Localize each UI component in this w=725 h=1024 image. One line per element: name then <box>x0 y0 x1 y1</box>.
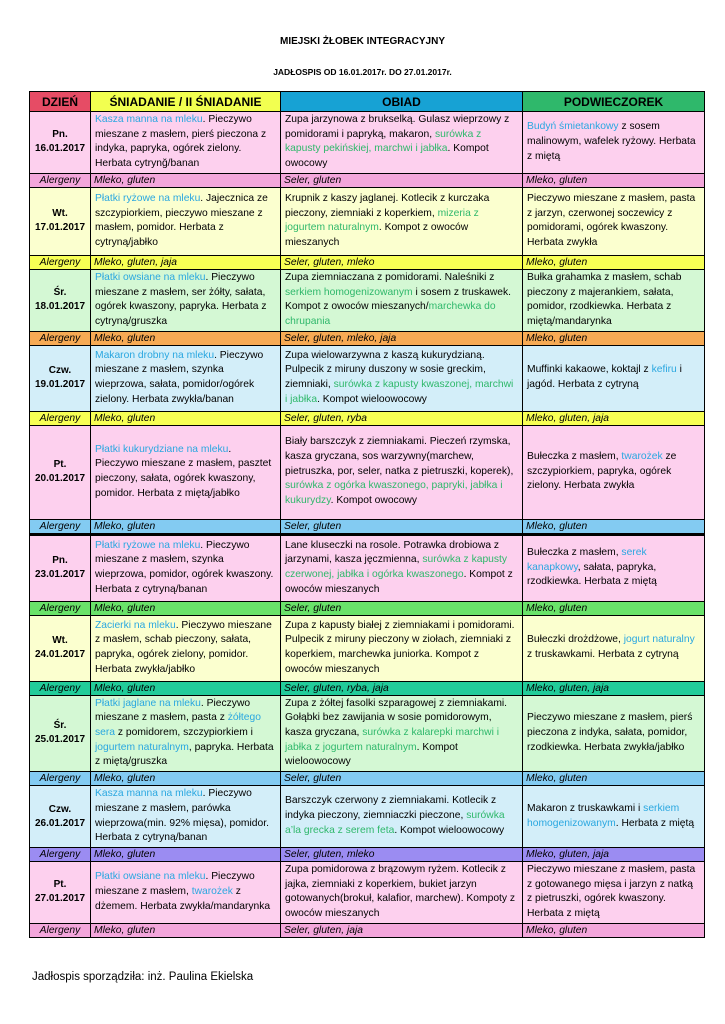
allergen-value: Mleko, gluten <box>91 923 281 937</box>
breakfast-text: z dżemem. Herbata zwykła/mandarynka <box>95 886 271 912</box>
day-name: Pn. <box>52 555 68 567</box>
snack-cell <box>523 534 705 601</box>
allergen-value: Mleko, gluten <box>91 601 281 615</box>
snack-cell <box>523 269 705 331</box>
breakfast-cell <box>91 345 281 411</box>
allergen-value: Mleko, gluten <box>91 772 281 786</box>
day-name: Pt. <box>53 879 67 891</box>
breakfast-text: . Pieczywo mieszane z masłem, szynka wieprzowa, pomidor, ogórek kwaszony. Herbata z cytryną/banan <box>95 539 274 595</box>
snack-cell <box>523 615 705 681</box>
day-date: 27.01.2017 <box>34 893 86 905</box>
dinner-text: i sosem z truskawek. Kompot z owoców mieszanych/ <box>285 286 512 313</box>
snack-cell <box>523 861 705 923</box>
day-name: Wt. <box>52 208 68 220</box>
breakfast-text: . Pieczywo mieszane z masłem, pasta z <box>95 697 251 724</box>
day-name: Czw. <box>48 803 72 815</box>
breakfast-text: . Pieczywo mieszane z masłem, pasztet pieczony, sałata, ogórek kwaszony, pomidor. Herbata z miętą/jabłko <box>95 443 272 499</box>
breakfast-text: . Pieczywo mieszane z masłem, ser żółty, sałata, ogórek kwaszony, papryka. Herbata z cytryną/gruszka <box>95 271 267 327</box>
snack-text: Budyń śmietankowy <box>527 121 619 133</box>
allergen-value: Mleko, gluten, jaja <box>91 255 281 269</box>
snack-text: Bułka grahamka z masłem, schab pieczony z majerankiem, sałata, pomidor, rzodkiewka. Herbata z miętą/mandarynka <box>527 271 682 327</box>
dinner-text: surówka z ogórka kwaszonego, papryki, jabłka i kukurydzy <box>285 480 503 507</box>
dinner-text: Krupnik z kaszy jaglanej. Kotlecik z kurczaka pieczony, ziemniaki z koperkiem, <box>285 192 490 219</box>
breakfast-text: Płatki owsiane na mleku <box>95 271 206 283</box>
snack-text: Muffinki kakaowe, koktajl z <box>527 364 652 376</box>
breakfast-text: Płatki ryżowe na mleku <box>95 539 201 551</box>
allergen-label: Alergeny <box>30 519 91 534</box>
snack-text: Bułeczka z masłem, <box>527 451 622 463</box>
day-row <box>30 269 705 331</box>
allergen-value: Mleko, gluten, jaja <box>523 847 705 861</box>
allergen-value: Mleko, gluten <box>523 173 705 187</box>
dinner-text: serkiem homogenizowanym <box>285 286 413 298</box>
day-row <box>30 425 705 519</box>
dinner-cell <box>281 615 523 681</box>
dinner-text: Zupa pomidorowa z brązowym ryżem. Kotlecik z jajka, ziemniaki z koperkiem, bukiet jarzyn gotowanych(brokuł, kalafior, marchew). Kompoty z owoców mieszanych <box>285 863 516 920</box>
allergen-row <box>30 847 705 861</box>
dinner-text: . Kompot wieloowocowy <box>285 741 458 768</box>
snack-text: serkiem homogenizowanym <box>527 802 680 829</box>
breakfast-text: twarożek <box>191 886 233 897</box>
allergen-label: Alergeny <box>30 681 91 695</box>
allergen-label: Alergeny <box>30 847 91 861</box>
allergen-label: Alergeny <box>30 331 91 345</box>
day-date: 19.01.2017 <box>34 379 86 391</box>
breakfast-text: Kasza manna na mleku <box>95 788 203 800</box>
day-cell <box>30 615 91 681</box>
day-cell <box>30 269 91 331</box>
menu-table <box>29 91 705 938</box>
breakfast-text: . Jajecznica ze szczypiorkiem, pieczywo mieszane z masłem, pomidor. Herbata z cytryną/jabłko <box>95 192 268 249</box>
dinner-text: Zupa z żółtej fasolki szparagowej z ziemniakami. Gołąbki bez zawijania w sosie pomidorowym, kasza gryczana, <box>285 697 508 739</box>
day-name: Wt. <box>52 635 68 647</box>
day-date: 20.01.2017 <box>34 473 86 485</box>
dinner-cell <box>281 269 523 331</box>
breakfast-cell <box>91 269 281 331</box>
breakfast-text: . Pieczywo mieszane z masłem, schab pieczony, sałata, papryka, ogórek zielony, pomidor. Herbata zwykła/jabłko <box>95 619 272 675</box>
dinner-cell <box>281 786 523 848</box>
snack-text: Makaron z truskawkami i <box>527 802 644 814</box>
allergen-value: Mleko, gluten <box>91 173 281 187</box>
dinner-text: Biały barszczyk z ziemniakami. Pieczeń rzymska, kasza gryczana, sos warzywny(marchew, pietruszka, por, seler, natka z pietruszki, koperek), <box>285 436 514 477</box>
allergen-value: Mleko, gluten <box>91 519 281 534</box>
dinner-text: marchewka do chrupania <box>285 301 496 327</box>
allergen-value: Mleko, gluten, jaja <box>523 681 705 695</box>
breakfast-text: jogurtem naturalnym <box>95 741 189 753</box>
day-name: Pt. <box>53 459 67 471</box>
header-row <box>30 92 705 112</box>
allergen-label: Alergeny <box>30 923 91 937</box>
snack-text: ze szczypiorkiem, papryka, ogórek zielony. Herbata zwykła <box>527 451 677 492</box>
snack-text: . Herbata z miętą <box>615 817 695 829</box>
dinner-text: surówka a’la grecka z serem feta <box>285 810 505 836</box>
allergen-row <box>30 681 705 695</box>
day-cell <box>30 187 91 255</box>
day-cell <box>30 425 91 519</box>
snack-text: kefiru <box>651 364 677 376</box>
breakfast-text: Płatki ryżowe na mleku <box>95 192 201 204</box>
allergen-value: Seler, gluten, mleko <box>281 255 523 269</box>
menu-period: JADŁOSPIS OD 16.01.2017r. DO 27.01.2017r. <box>273 67 452 77</box>
day-row <box>30 112 705 174</box>
breakfast-cell <box>91 425 281 519</box>
snack-text: Bułeczka z masłem, <box>527 547 622 559</box>
allergen-value: Seler, gluten, mleko, jaja <box>281 331 523 345</box>
dinner-text: Lane kluseczki na rosole. Potrawka drobiowa z jarzynami, kasza jęczmienna, <box>285 539 500 566</box>
day-date: 17.01.2017 <box>34 222 86 234</box>
breakfast-text: . Pieczywo mieszane z masłem, parówka wieprzowa(min. 92% mięsa), pomidor. Herbata z cytryną/banan <box>95 788 269 844</box>
breakfast-cell <box>91 786 281 848</box>
breakfast-text: Płatki kukurydziane na mleku <box>95 443 229 455</box>
day-date: 18.01.2017 <box>34 301 86 313</box>
day-row <box>30 786 705 848</box>
allergen-value: Mleko, gluten <box>523 331 705 345</box>
allergen-value: Seler, gluten <box>281 519 523 534</box>
snack-cell <box>523 425 705 519</box>
dinner-text: surówka z kapusty kwaszonej, marchwi i jabłka <box>285 379 514 405</box>
dinner-text: Barszczyk czerwony z ziemniakami. Kotlecik z indyka pieczony, ziemniaczki pieczone, <box>285 795 497 822</box>
dinner-text: Zupa ziemniaczana z pomidorami. Naleśniki z <box>285 271 495 283</box>
allergen-value: Seler, gluten, ryba <box>281 411 523 425</box>
day-cell <box>30 861 91 923</box>
col-header-snack: PODWIECZOREK <box>523 92 705 112</box>
footer-author: Jadłospis sporządziła: inż. Paulina Ekielska <box>32 971 254 983</box>
allergen-row <box>30 772 705 786</box>
allergen-value: Seler, gluten, jaja <box>281 923 523 937</box>
day-row <box>30 534 705 601</box>
allergen-label: Alergeny <box>30 772 91 786</box>
allergen-row <box>30 601 705 615</box>
day-cell <box>30 112 91 174</box>
snack-text: Pieczywo mieszane z masłem, pierś pieczona z indyka, sałata, pomidor, rzodkiewka. Herbata zwykła/jabłko <box>527 712 693 753</box>
snack-text: Bułeczki drożdżowe, <box>527 634 624 646</box>
day-date: 24.01.2017 <box>34 649 86 661</box>
allergen-value: Mleko, gluten <box>523 601 705 615</box>
dinner-text: surówka z kalarepki marchwi i jabłka z jogurtem naturalnym <box>285 727 500 753</box>
snack-cell <box>523 786 705 848</box>
allergen-value: Mleko, gluten <box>523 255 705 269</box>
allergen-value: Mleko, gluten <box>91 331 281 345</box>
dinner-cell <box>281 345 523 411</box>
day-row <box>30 695 705 772</box>
breakfast-cell <box>91 861 281 923</box>
snack-text: i jagód. Herbata z cytryną <box>527 364 682 391</box>
dinner-text: . Kompot z owoców mieszanych <box>285 222 469 249</box>
allergen-value: Mleko, gluten <box>523 519 705 534</box>
allergen-label: Alergeny <box>30 173 91 187</box>
day-row <box>30 615 705 681</box>
snack-text: Pieczywo mieszane z masłem, pasta z jarzyn, czerwonej soczewicy z pomidorami, ogórek kwaszony. Herbata zwykła <box>527 192 696 249</box>
snack-cell <box>523 695 705 772</box>
dinner-cell <box>281 861 523 923</box>
allergen-value: Seler, gluten <box>281 601 523 615</box>
allergen-value: Seler, gluten, mleko <box>281 847 523 861</box>
breakfast-text: . Pieczywo mieszane z masłem, szynka wieprzowa, sałata, pomidor/ogórek zielony. Herbata zwykła/banan <box>95 349 264 405</box>
menu-body <box>30 112 705 938</box>
allergen-label: Alergeny <box>30 411 91 425</box>
breakfast-text: Płatki owsiane na mleku <box>95 871 206 883</box>
breakfast-text: Płatki jaglane na mleku <box>95 697 201 709</box>
allergen-row <box>30 255 705 269</box>
day-name: Czw. <box>48 365 72 377</box>
institution-title: MIEJSKI ŻŁOBEK INTEGRACYJNY <box>279 36 446 47</box>
dinner-text: Zupa jarzynowa z brukselką. Gulasz wieprzowy z pomidorami i papryką, makaron, <box>285 114 510 140</box>
breakfast-text: . Pieczywo mieszane z masłem, <box>95 871 255 897</box>
breakfast-cell <box>91 112 281 174</box>
snack-cell <box>523 112 705 174</box>
day-cell <box>30 786 91 848</box>
dinner-text: . Kompot owocowy <box>285 143 489 170</box>
day-cell <box>30 345 91 411</box>
allergen-value: Mleko, gluten <box>523 772 705 786</box>
allergen-value: Mleko, gluten <box>91 847 281 861</box>
col-header-dinner: OBIAD <box>281 92 523 112</box>
dinner-text: . Kompot z owoców mieszanych <box>285 569 513 595</box>
snack-text: z sosem malinowym, wafelek ryżowy. Herbata z miętą <box>527 121 696 162</box>
dinner-cell <box>281 425 523 519</box>
day-row <box>30 187 705 255</box>
allergen-label: Alergeny <box>30 601 91 615</box>
allergen-value: Mleko, gluten <box>523 923 705 937</box>
snack-text: twarożek <box>621 451 663 463</box>
col-header-breakfast: ŚNIADANIE / II ŚNIADANIE <box>91 92 281 112</box>
breakfast-text: , papryka. Herbata z miętą/gruszka <box>95 741 274 768</box>
dinner-text: Zupa z kapusty białej z ziemniakami i pomidorami. Pulpecik z miruny pieczony w ziołach, ziemniaki z koperkiem, marchewka juniorka. Kompot z owoców mieszanych <box>285 619 515 675</box>
allergen-value: Mleko, gluten, jaja <box>523 411 705 425</box>
snack-cell <box>523 345 705 411</box>
day-date: 23.01.2017 <box>34 569 86 581</box>
snack-text: serek kanapkowy <box>527 547 647 573</box>
dinner-text: . Kompot owocowy <box>330 495 418 507</box>
allergen-row <box>30 173 705 187</box>
allergen-row <box>30 331 705 345</box>
dinner-text: . Kompot wieloowocowy <box>394 824 505 836</box>
breakfast-text: Makaron drobny na mleku <box>95 349 215 361</box>
dinner-cell <box>281 534 523 601</box>
col-header-day: DZIEŃ <box>30 92 91 112</box>
day-row <box>30 345 705 411</box>
day-date: 16.01.2017 <box>34 143 86 155</box>
breakfast-text: żółtego sera <box>95 712 261 739</box>
snack-text: , sałata, papryka, rzodkiewka. Herbata z miętą <box>527 561 657 588</box>
breakfast-text: Zacierki na mleku <box>95 619 176 631</box>
day-date: 26.01.2017 <box>34 817 86 829</box>
allergen-value: Seler, gluten <box>281 173 523 187</box>
snack-cell <box>523 187 705 255</box>
dinner-text: surówka z kapusty pekińskiej, marchwi i jabłka <box>285 128 482 155</box>
day-row <box>30 861 705 923</box>
allergen-row <box>30 519 705 534</box>
day-name: Śr. <box>53 720 67 732</box>
breakfast-text: Kasza manna na mleku <box>95 114 203 125</box>
day-date: 25.01.2017 <box>34 734 86 746</box>
breakfast-text: . Pieczywo mieszane z masłem, pierś pieczona z indyka, papryka, ogórek zielony. Herbata cytrynğ/banan <box>95 114 267 170</box>
allergen-value: Mleko, gluten <box>91 681 281 695</box>
dinner-text: Zupa wielowarzywna z kaszą kukurydzianą. Pulpecik z miruny duszony w sosie greckim, ziemniaki, <box>285 349 486 391</box>
dinner-text: . Kompot wieloowocowy <box>317 393 427 405</box>
breakfast-text: z pomidorem, szczypiorkiem i <box>115 727 253 739</box>
day-name: Śr. <box>53 287 67 299</box>
snack-text: z truskawkami. Herbata z cytryną <box>527 649 679 661</box>
day-cell <box>30 695 91 772</box>
allergen-row <box>30 923 705 937</box>
allergen-row <box>30 411 705 425</box>
snack-text: Pieczywo mieszane z masłem, pasta z gotowanego mięsa i jarzyn z natką z pietruszki, ogórek kwaszony. Herbata z miętą <box>527 863 696 920</box>
dinner-text: mizeria z jogurtem naturalnym <box>285 207 479 234</box>
day-cell <box>30 534 91 601</box>
day-name: Pn. <box>52 129 68 141</box>
dinner-cell <box>281 695 523 772</box>
breakfast-cell <box>91 615 281 681</box>
allergen-label: Alergeny <box>30 255 91 269</box>
breakfast-cell <box>91 534 281 601</box>
dinner-text: surówka z kapusty czerwonej, jabłka i ogórka kwaszonego <box>285 554 508 581</box>
allergen-value: Seler, gluten <box>281 772 523 786</box>
dinner-cell <box>281 187 523 255</box>
allergen-value: Mleko, gluten <box>91 411 281 425</box>
breakfast-cell <box>91 187 281 255</box>
breakfast-cell <box>91 695 281 772</box>
snack-text: jogurt naturalny <box>623 634 695 646</box>
allergen-value: Seler, gluten, ryba, jaja <box>281 681 523 695</box>
dinner-cell <box>281 112 523 174</box>
